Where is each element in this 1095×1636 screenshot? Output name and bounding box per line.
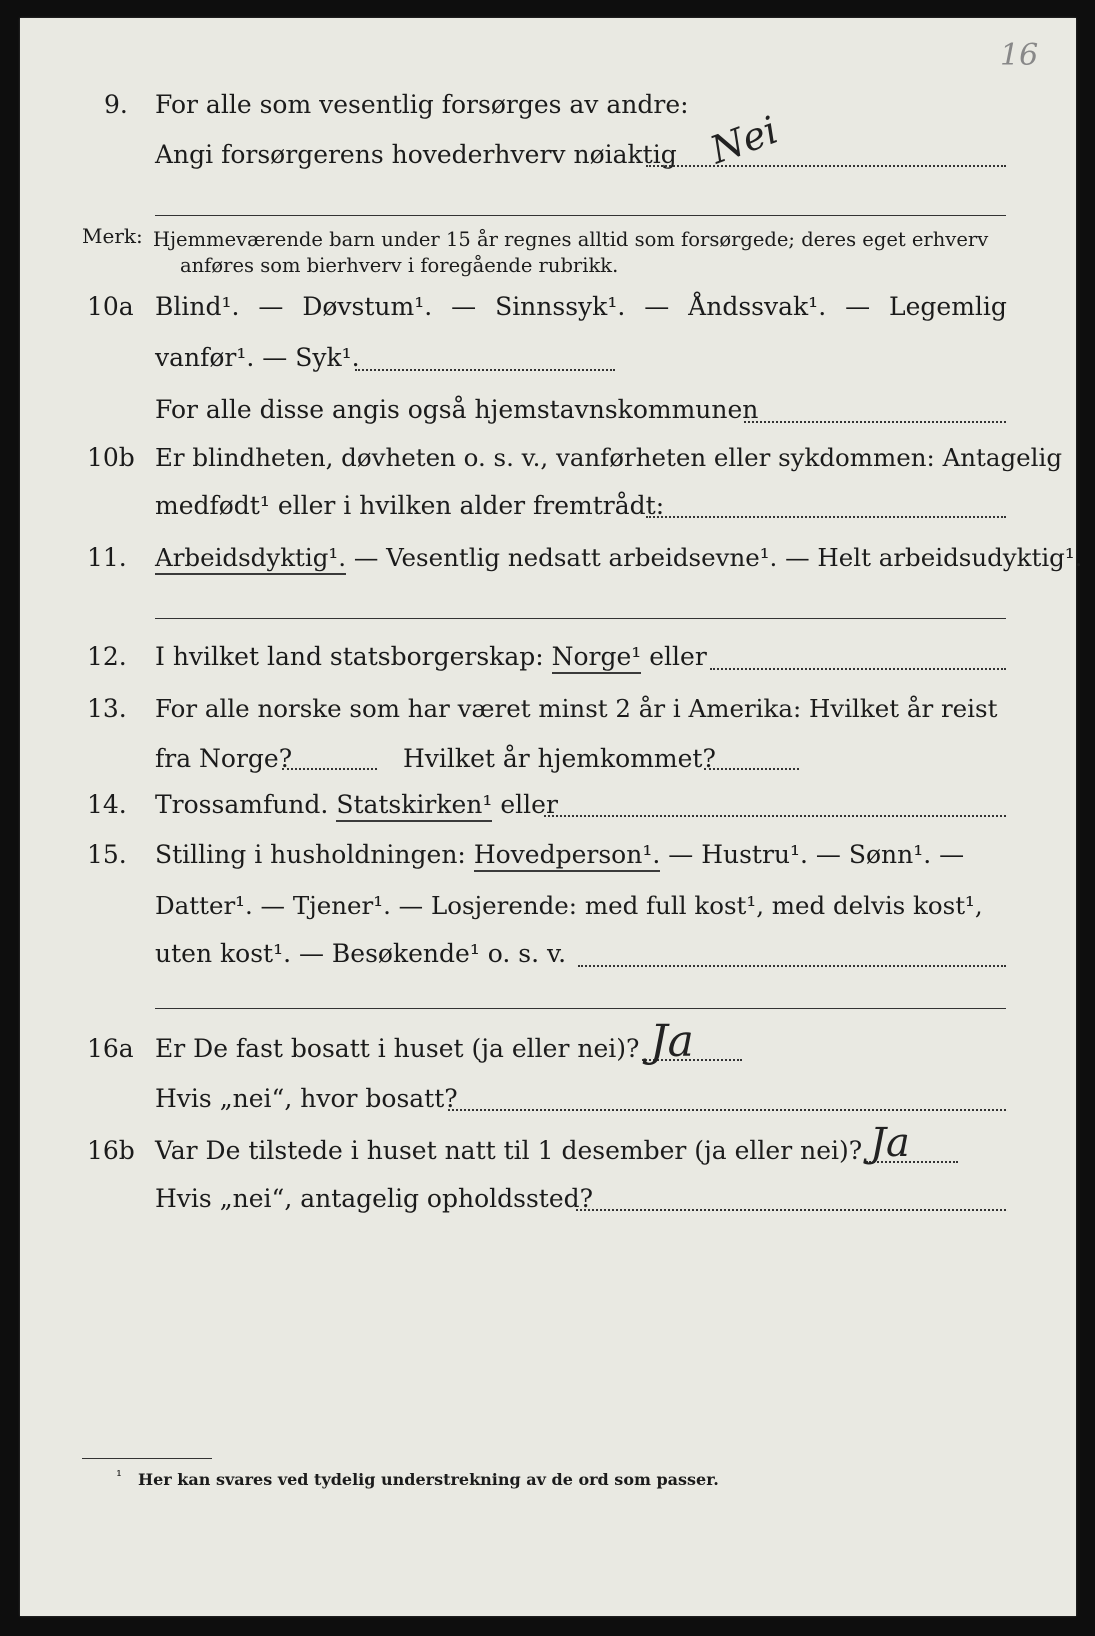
q16b-line2: Hvis „nei“, antagelig opholdssted? <box>155 1184 594 1213</box>
q11-line <box>155 543 1082 573</box>
q16a-handwritten-answer: Ja <box>650 1016 694 1067</box>
dash: — <box>258 292 284 321</box>
q15-question: Stilling i husholdningen: <box>155 840 474 869</box>
q15-line1 <box>155 840 964 870</box>
q15-other-options: — Hustru¹. — Sønn¹. — <box>660 840 965 869</box>
q16a-number: 16a <box>87 1034 134 1063</box>
q13-hjemkommet-answer-line[interactable] <box>704 768 799 770</box>
q12-line <box>155 642 707 672</box>
note-line2: anføres som bierhverv i foregående rubrikk. <box>180 254 619 277</box>
footnote-text: Her kan svares ved tydelig understrekning av de ord som passer. <box>138 1470 719 1489</box>
q11-other-options: — Vesentlig nedsatt arbeidsevne¹. — Helt arbeidsudyktig¹. <box>346 543 1083 572</box>
q10b-number: 10b <box>87 443 135 472</box>
note-label: Merk: <box>82 224 143 248</box>
q16a-line2: Hvis „nei“, hvor bosatt? <box>155 1084 458 1113</box>
q9-line2: Angi forsørgerens hovederhverv nøiaktig <box>155 140 677 169</box>
q10a-kommune-answer-line[interactable] <box>744 421 1006 423</box>
dash: — <box>451 292 477 321</box>
q16b-opholdssted-answer-line[interactable] <box>576 1209 1006 1211</box>
option-dovstum: Døvstum¹. <box>302 292 433 321</box>
q10b-line1: Er blindheten, døvheten o. s. v., vanførheten eller sykdommen: Antagelig <box>155 443 1063 472</box>
q10b-answer-line[interactable] <box>646 516 1006 518</box>
q13-part2: Hvilket år hjemkommet? <box>403 744 716 773</box>
q14-answer-line[interactable] <box>544 815 1006 817</box>
q12-number: 12. <box>87 642 127 671</box>
dash: — <box>845 292 871 321</box>
q13-reist-answer-line[interactable] <box>282 768 377 770</box>
q10a-line3: For alle disse angis også hjemstavnskommunen <box>155 395 759 424</box>
q10a-line1 <box>155 292 1007 322</box>
q14-number: 14. <box>87 790 127 819</box>
q16a-line1: Er De fast bosatt i huset (ja eller nei)? <box>155 1034 640 1063</box>
option-sinnssyk: Sinnssyk¹. <box>495 292 626 321</box>
q15-selected-option: Hovedperson¹. <box>474 840 660 872</box>
q10a-line2: vanfør¹. — Syk¹. <box>155 343 360 372</box>
q16a-bosatt-answer-line[interactable] <box>448 1109 1006 1111</box>
q16b-handwritten-answer: Ja <box>870 1120 910 1166</box>
q10a-number: 10a <box>87 292 134 321</box>
page-number: 16 <box>1000 38 1039 73</box>
q12-question: I hvilket land statsborgerskap: <box>155 642 552 671</box>
q10b-line2: medfødt¹ eller i hvilken alder fremtrådt: <box>155 491 665 520</box>
q15-line3: uten kost¹. — Besøkende¹ o. s. v. <box>155 939 567 968</box>
note-line1: Hjemmeværende barn under 15 år regnes alltid som forsørgede; deres eget erhverv <box>153 228 989 251</box>
q15-answer-line[interactable] <box>578 965 1006 967</box>
q14-eller: eller <box>492 790 558 819</box>
q12-eller: eller <box>641 642 707 671</box>
q14-question: Trossamfund. <box>155 790 337 819</box>
q10a-syk-answer-line[interactable] <box>355 369 615 371</box>
q9-answer-line[interactable] <box>646 165 1006 167</box>
q11-selected-option: Arbeidsdyktig¹. <box>155 543 346 575</box>
census-form-page <box>20 18 1083 1616</box>
q15-number: 15. <box>87 840 127 869</box>
q13-number: 13. <box>87 694 127 723</box>
q11-number: 11. <box>87 543 127 572</box>
q16b-number: 16b <box>87 1136 135 1165</box>
q15-extra-line <box>155 1008 1006 1009</box>
q13-part1: fra Norge? <box>155 744 293 773</box>
q11-extra-line <box>155 618 1006 619</box>
option-legemlig: Legemlig <box>889 292 1007 321</box>
q12-answer-line[interactable] <box>710 668 1006 670</box>
footnote-mark: ¹ <box>116 1467 123 1485</box>
q14-line <box>155 790 558 820</box>
q12-selected-option: Norge¹ <box>552 642 642 674</box>
option-blind: Blind¹. <box>155 292 240 321</box>
q15-line2: Datter¹. — Tjener¹. — Losjerende: med full kost¹, med delvis kost¹, <box>155 891 983 920</box>
q9-line1: For alle som vesentlig forsørges av andre: <box>155 90 689 119</box>
q16b-line1: Var De tilstede i huset natt til 1 desember (ja eller nei)? <box>155 1136 863 1165</box>
footnote-separator <box>82 1458 212 1459</box>
q9-number: 9. <box>104 90 128 119</box>
option-andssvak: Åndssvak¹. <box>688 292 827 321</box>
dash: — <box>644 292 670 321</box>
q13-line1: For alle norske som har været minst 2 år i Amerika: Hvilket år reist <box>155 694 998 723</box>
q9-extra-line <box>155 215 1006 216</box>
q14-selected-option: Statskirken¹ <box>336 790 492 822</box>
q9-handwritten-answer: Nei <box>704 107 784 173</box>
